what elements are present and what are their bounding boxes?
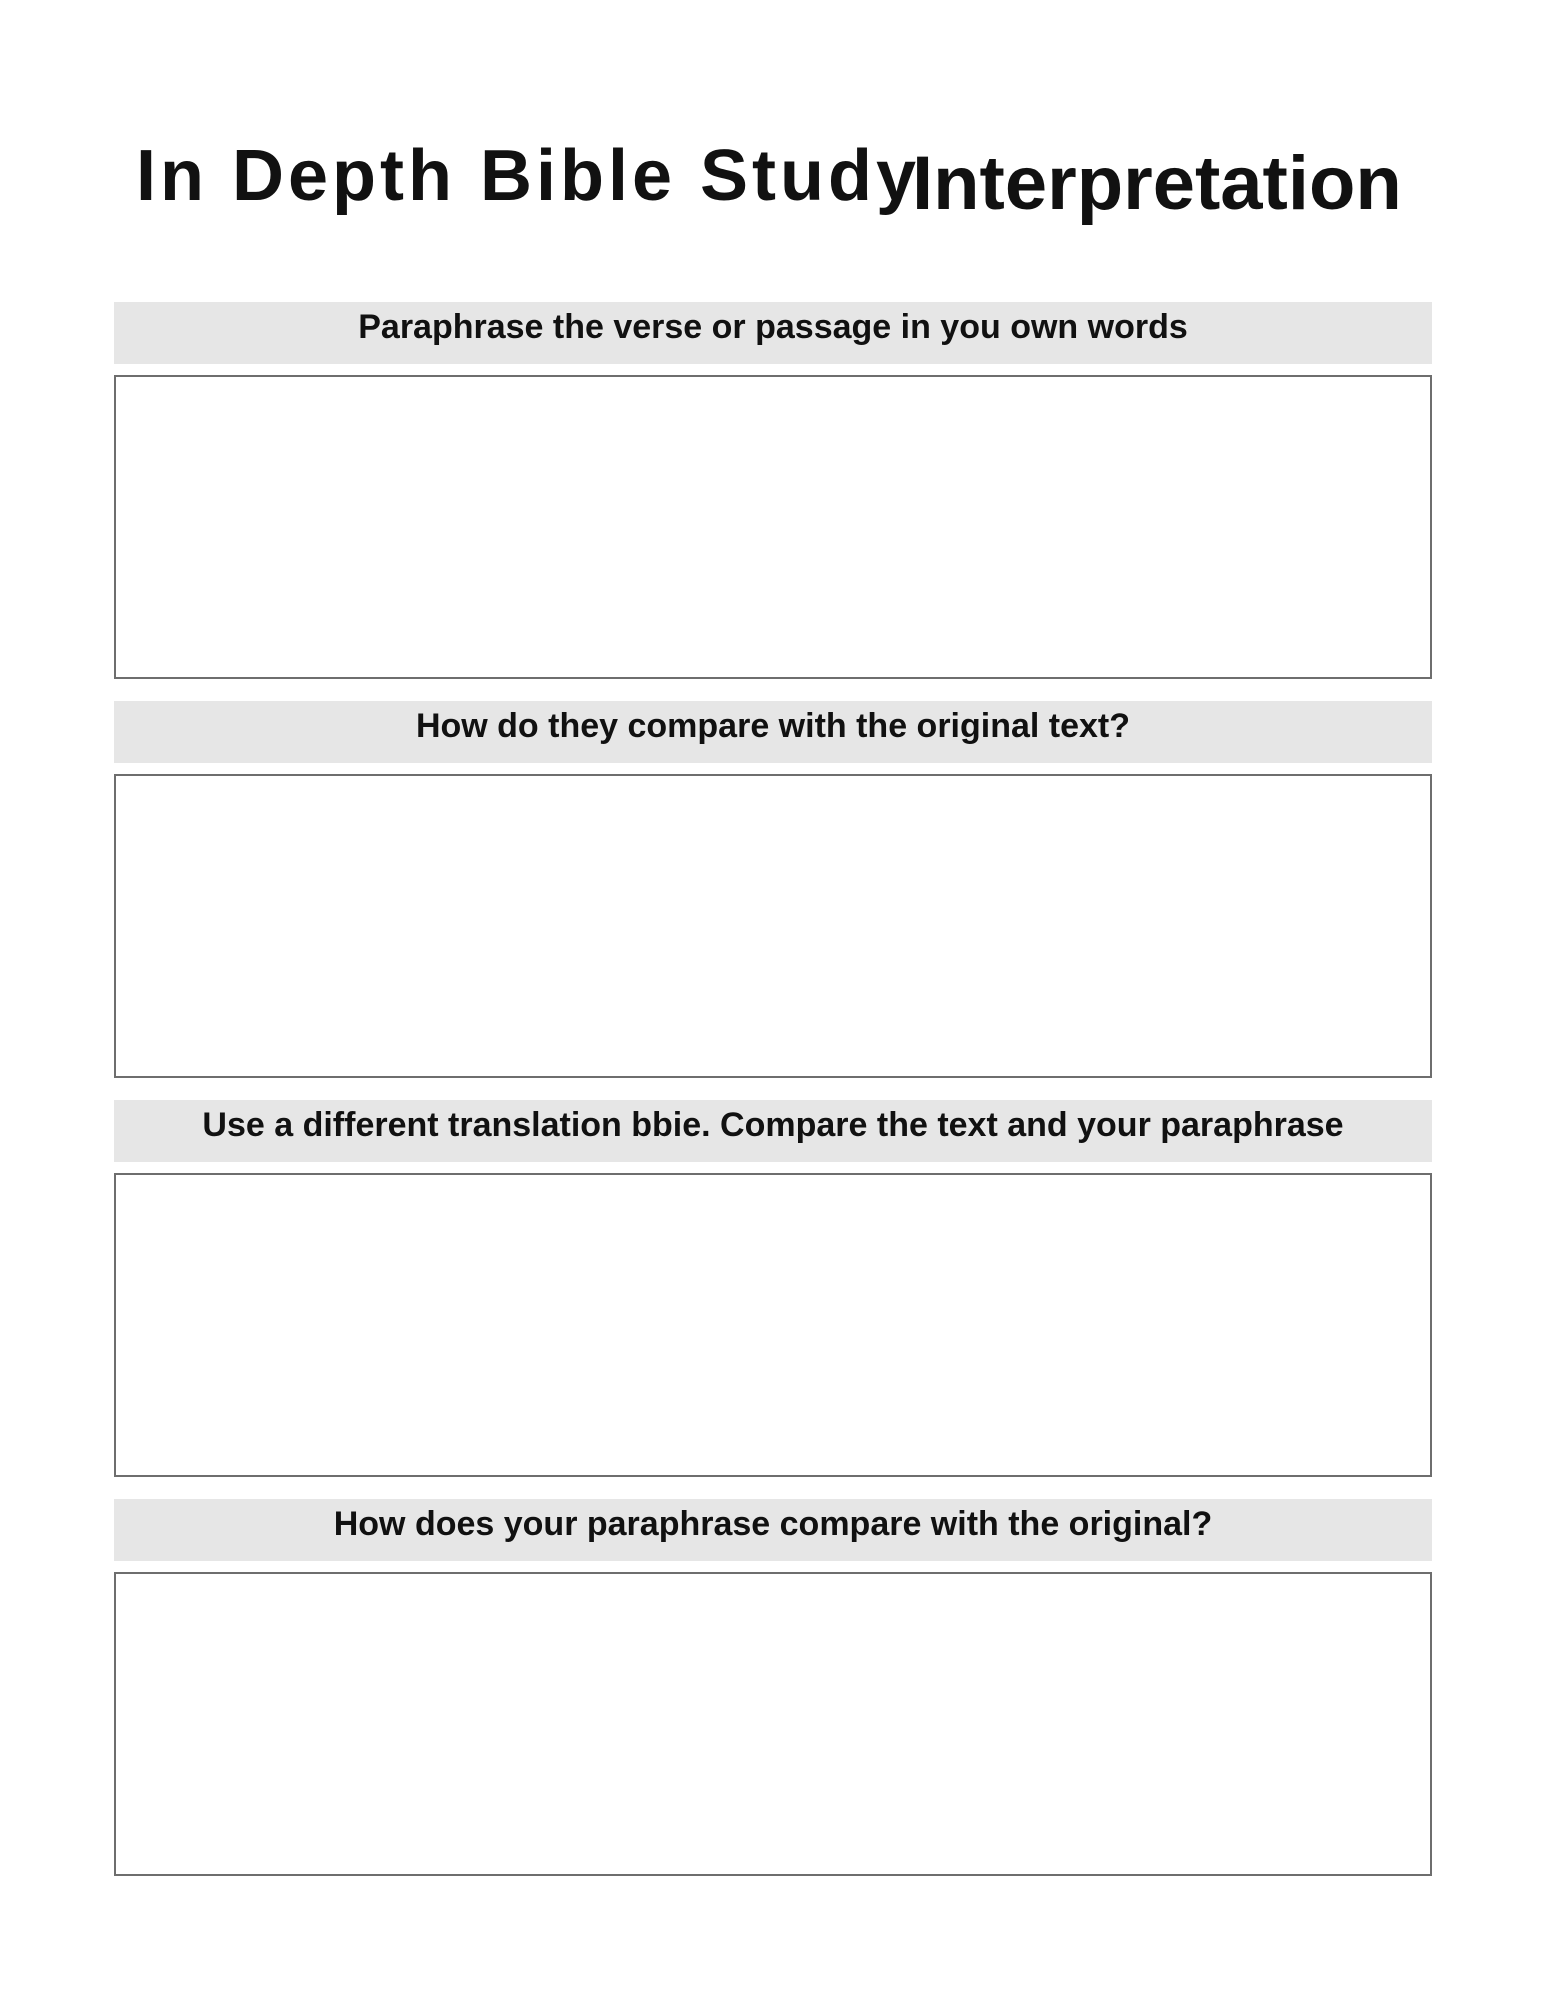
answer-box-different-translation[interactable] <box>114 1173 1432 1477</box>
page-title: In Depth Bible Study <box>136 136 921 216</box>
section-header: How do they compare with the original text? <box>114 701 1432 763</box>
answer-box-compare-original[interactable] <box>114 774 1432 1078</box>
answer-box-paraphrase-compare[interactable] <box>114 1572 1432 1876</box>
section-paraphrase <box>114 302 1432 679</box>
section-header: Paraphrase the verse or passage in you own words <box>114 302 1432 364</box>
section-header: How does your paraphrase compare with the original? <box>114 1499 1432 1561</box>
section-different-translation <box>114 1100 1432 1477</box>
page-subtitle: Interpretation <box>912 141 1402 226</box>
section-compare-original <box>114 701 1432 1078</box>
section-header: Use a different translation bbie. Compare the text and your paraphrase <box>114 1100 1432 1162</box>
answer-box-paraphrase[interactable] <box>114 375 1432 679</box>
section-paraphrase-compare <box>114 1499 1432 1876</box>
